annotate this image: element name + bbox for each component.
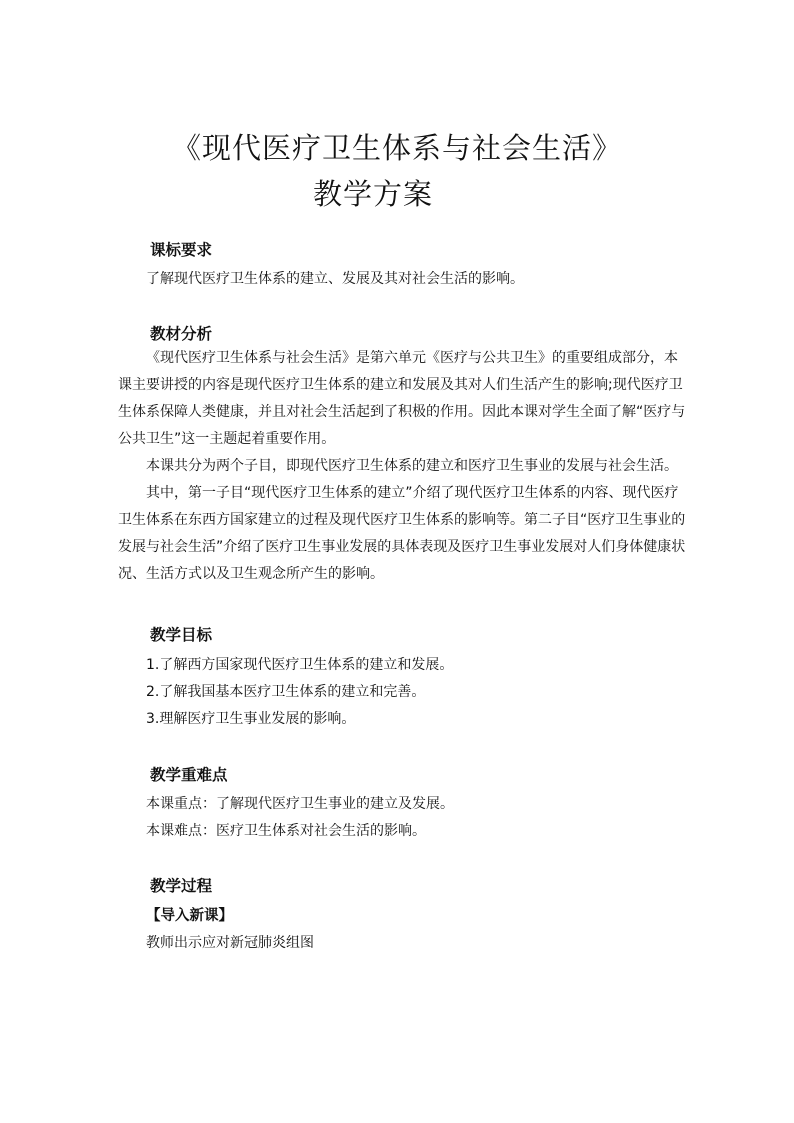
zhongdian-text: 本课重点：了解现代医疗卫生事业的建立及发展。 (146, 796, 454, 812)
daoru-tag: 【导入新课】 (146, 908, 233, 924)
document-title: 《现代医疗卫生体系与社会生活》 (171, 131, 622, 165)
mubiao-item-1: 1.了解西方国家现代医疗卫生体系的建立和发展。 (146, 657, 454, 673)
heading-zhongnan: 教学重难点 (150, 766, 228, 784)
mubiao-item-2: 2.了解我国基本医疗卫生体系的建立和完善。 (146, 684, 426, 700)
document-subtitle: 教学方案 (312, 177, 433, 211)
heading-jiaocai: 教材分析 (150, 325, 213, 343)
heading-guocheng: 教学过程 (150, 877, 213, 895)
heading-kebiao: 课标要求 (150, 241, 213, 259)
jiaocai-para-1: 《现代医疗卫生体系与社会生活》是第六单元《医疗与公共卫生》的重要组成部分，本课主要讲授的内容是现代医疗卫生体系的建立和发展及其对人们生活产生的影响;现代医疗卫生体系保障人类健康，并且对社会生活起到了积极的作用。因此本课对学生全面了解“医疗与公共卫生”这一主题起着重要作用。 (118, 350, 686, 447)
heading-mubiao: 教学目标 (150, 626, 213, 644)
mubiao-item-3: 3.理解医疗卫生事业发展的影响。 (146, 711, 356, 727)
nandian-text: 本课难点：医疗卫生体系对社会生活的影响。 (146, 823, 426, 839)
jiaocai-para-2: 本课共分为两个子目，即现代医疗卫生体系的建立和医疗卫生事业的发展与社会生活。 (146, 458, 678, 474)
jiaocai-para-3: 其中，第一子目“现代医疗卫生体系的建立”介绍了现代医疗卫生体系的内容、现代医疗卫生体系在东西方国家建立的过程及现代医疗卫生体系的影响等。第二子目“医疗卫生事业的发展与社会生活”介绍了医疗卫生事业发展的具体表现及医疗卫生事业发展对人们身体健康状况、生活方式以及卫生观念所产生的影响。 (118, 485, 686, 582)
kebiao-text: 了解现代医疗卫生体系的建立、发展及其对社会生活的影响。 (146, 271, 524, 287)
guocheng-text: 教师出示应对新冠肺炎组图 (146, 935, 314, 951)
